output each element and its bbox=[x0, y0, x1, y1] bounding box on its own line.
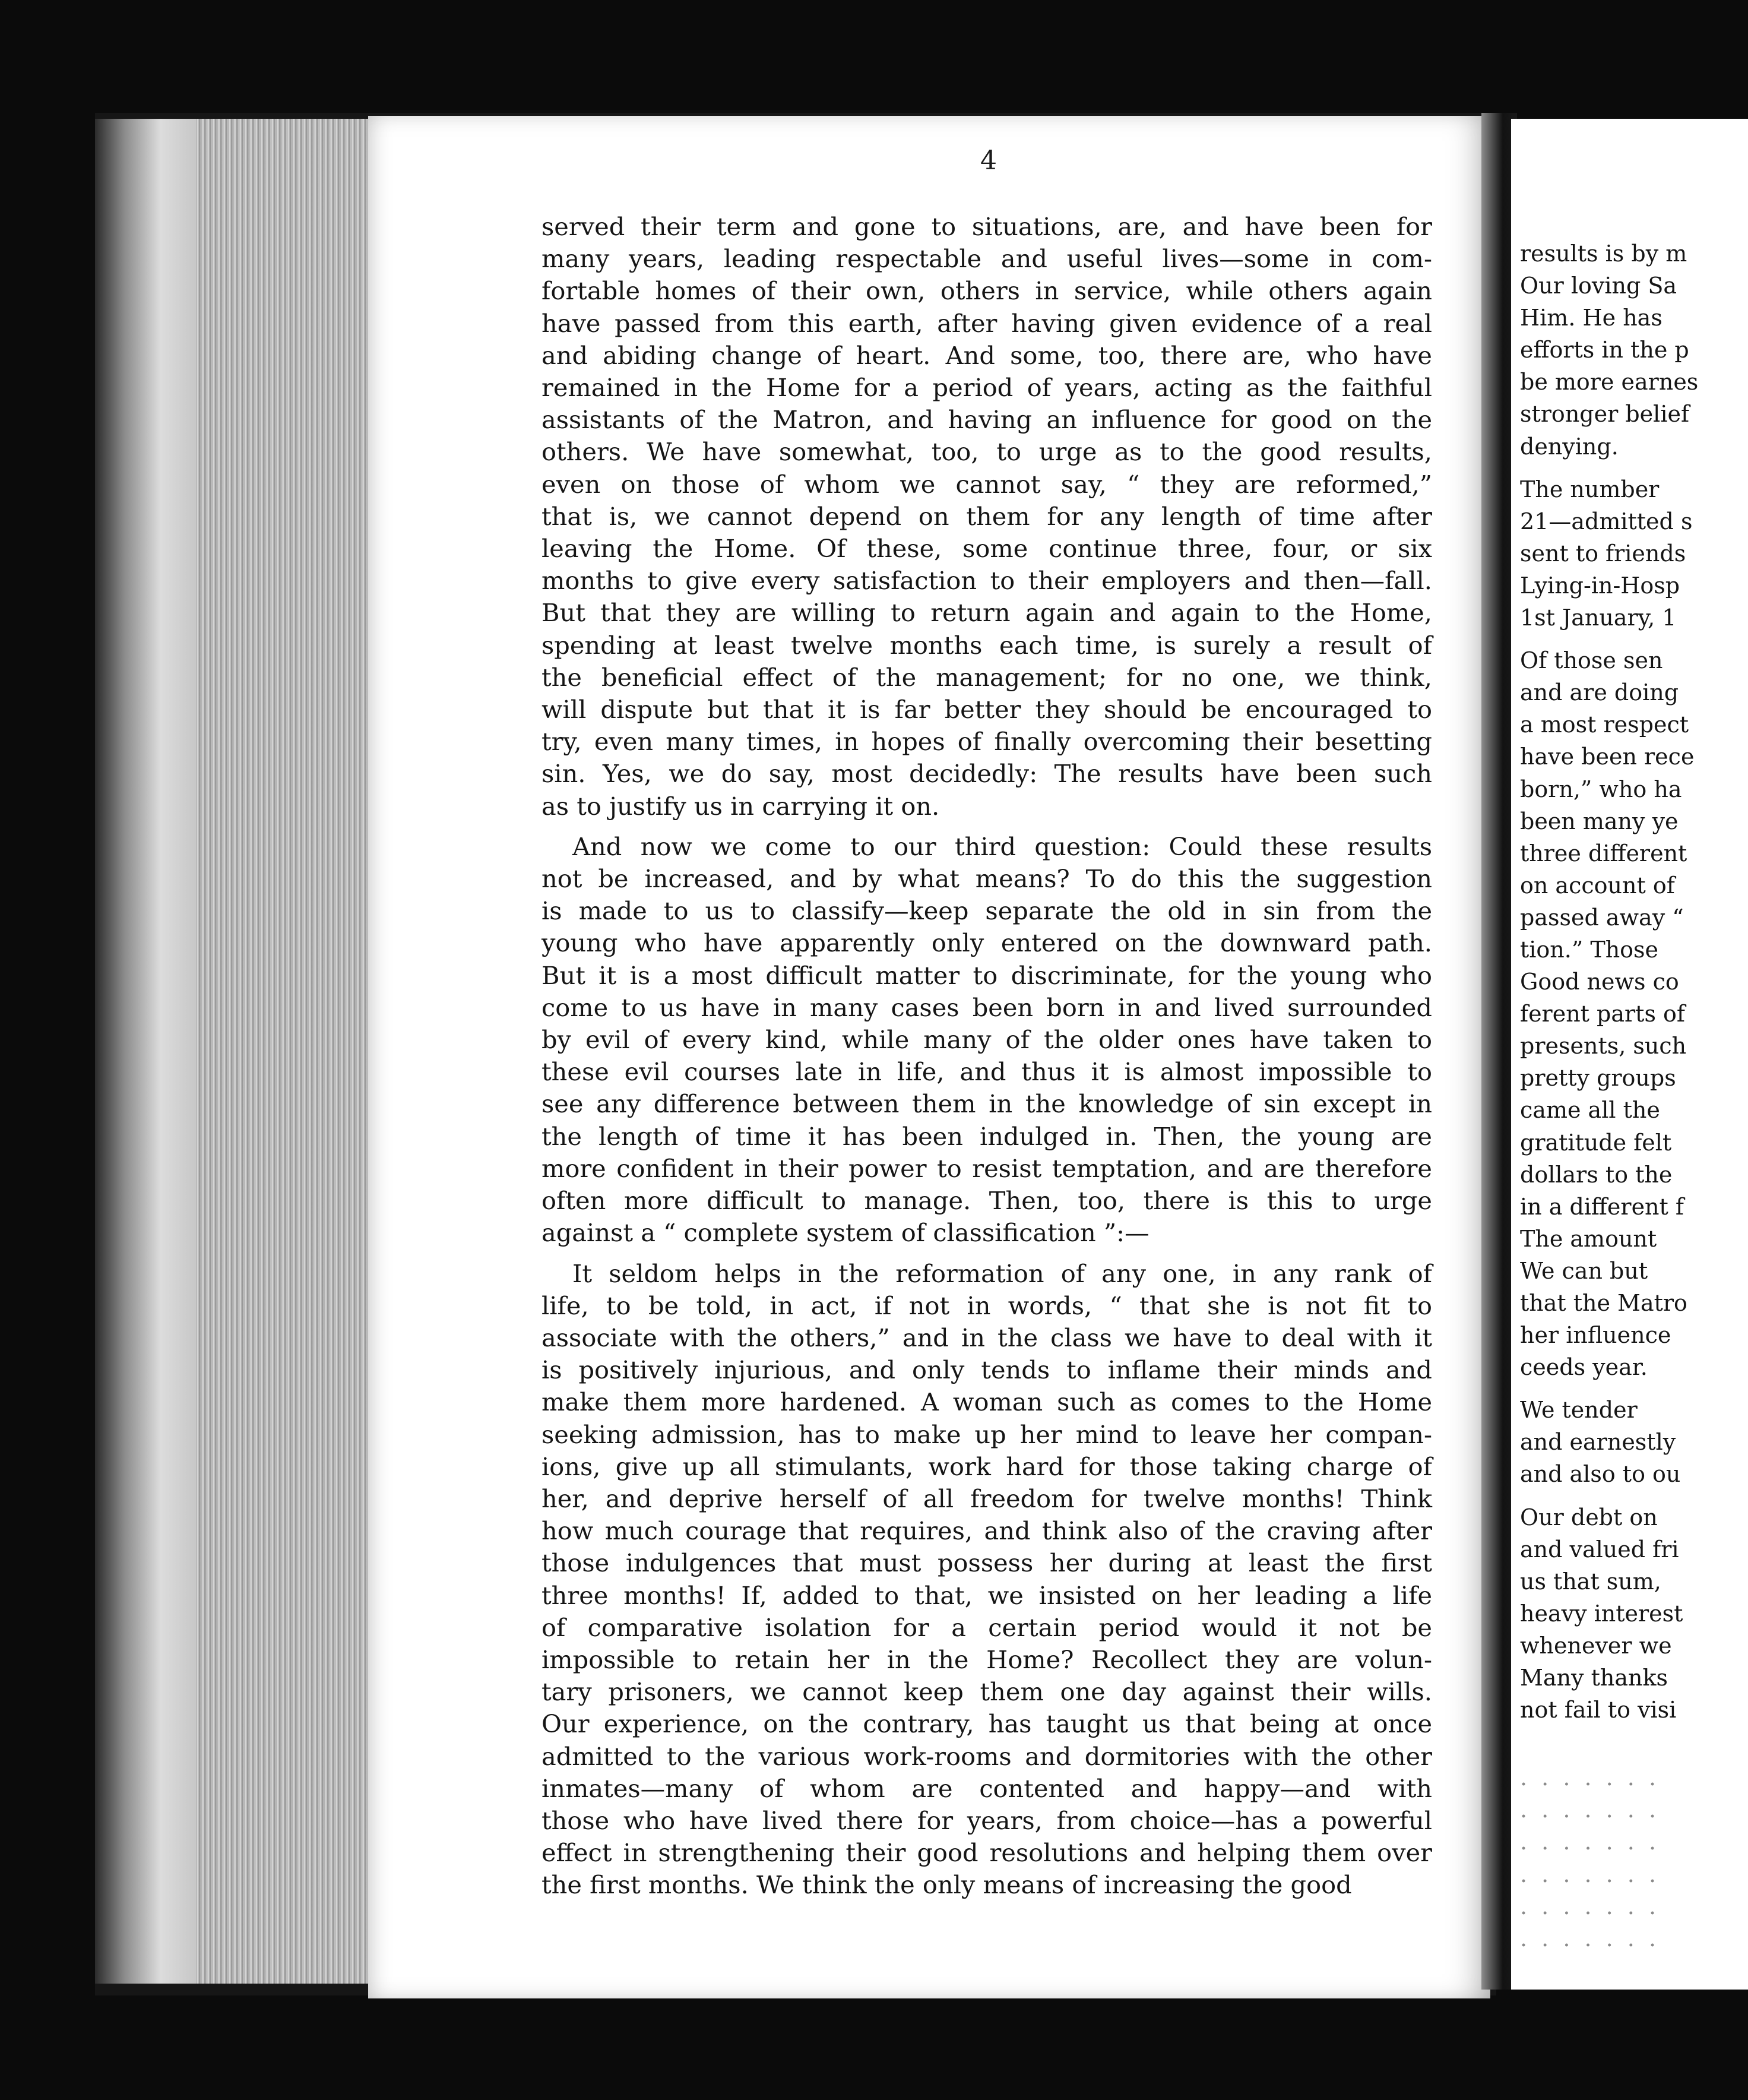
text-line: her, and deprive herself of all freedom for twelve months! Think bbox=[542, 1484, 1432, 1513]
text-line: Good news co bbox=[1520, 969, 1679, 995]
text-line: It seldom helps in the reformation of any one, in any rank of bbox=[572, 1258, 1432, 1288]
text-line: came all the bbox=[1520, 1097, 1660, 1124]
text-line: born,” who ha bbox=[1520, 776, 1682, 802]
text-line: heavy interest bbox=[1520, 1600, 1683, 1627]
text-line: and abiding change of heart. And some, too, there are, who have bbox=[542, 340, 1432, 370]
text-line: make them more hardened. A woman such as comes to the Home bbox=[542, 1387, 1432, 1417]
text-line: ferent parts of bbox=[1520, 1001, 1685, 1027]
dotted-leader: . . . . . . . bbox=[1520, 1893, 1660, 1919]
text-line: Our loving Sa bbox=[1520, 273, 1677, 299]
paragraph-gap bbox=[1520, 634, 1748, 644]
text-line: is positively injurious, and only tends to inflame their minds and bbox=[542, 1355, 1432, 1385]
text-line: Lying-in-Hosp bbox=[1520, 572, 1680, 599]
text-line: ions, give up all stimulants, work hard for those taking charge of bbox=[542, 1451, 1432, 1481]
text-line: and valued fri bbox=[1520, 1536, 1679, 1563]
text-line: We tender bbox=[1520, 1397, 1638, 1424]
text-line: others. We have somewhat, too, to urge as to the good results, bbox=[542, 437, 1432, 467]
text-line: fortable homes of their own, others in service, while others again bbox=[542, 276, 1432, 306]
text-line: not be increased, and by what means? To do this the suggestion bbox=[542, 864, 1432, 894]
text-line: The amount bbox=[1520, 1225, 1657, 1252]
text-line: inmates—many of whom are contented and happy—and with bbox=[542, 1773, 1432, 1803]
text-line: have passed from this earth, after having given evidence of a real bbox=[542, 308, 1432, 338]
text-line: served their term and gone to situations, are, and have been for bbox=[542, 212, 1432, 241]
text-line: and are doing bbox=[1520, 679, 1679, 706]
text-line: Our experience, on the contrary, has taught us that being at once bbox=[542, 1709, 1432, 1739]
text-line: Of those sen bbox=[1520, 647, 1663, 674]
text-line: even on those of whom we cannot say, “ they are reformed,” bbox=[542, 469, 1432, 499]
right-page-text bbox=[1520, 238, 1748, 1954]
text-line: The number bbox=[1520, 476, 1660, 502]
paragraph bbox=[542, 1258, 1432, 1902]
text-line: results is by m bbox=[1520, 241, 1687, 267]
text-line: those who have lived there for years, from choice—has a powerful bbox=[542, 1805, 1432, 1835]
text-line: those indulgences that must possess her during at least the first bbox=[542, 1548, 1432, 1578]
text-line: how much courage that requires, and think also of the craving after bbox=[542, 1516, 1432, 1546]
page-body-text bbox=[542, 211, 1432, 1902]
right-page-partial bbox=[1511, 119, 1748, 1990]
paragraph-gap bbox=[542, 1250, 1432, 1258]
text-line: sin. Yes, we do say, most decidedly: The results have been such bbox=[542, 759, 1432, 789]
text-line: have been rece bbox=[1520, 744, 1695, 770]
dotted-leader: . . . . . . . bbox=[1520, 1764, 1660, 1791]
paragraph-gap bbox=[1520, 463, 1748, 473]
text-line: life, to be told, in act, if not in words, “ that she is not fit to bbox=[542, 1291, 1432, 1320]
text-line: stronger belief bbox=[1520, 401, 1690, 428]
text-line: on account of bbox=[1520, 872, 1675, 899]
text-line: as to justify us in carrying it on. bbox=[542, 791, 940, 821]
text-line: impossible to retain her in the Home? Recollect they are volun- bbox=[542, 1644, 1432, 1674]
dotted-leader: . . . . . . . bbox=[1520, 1925, 1660, 1952]
text-line: that is, we cannot depend on them for any length of time after bbox=[542, 501, 1432, 531]
text-line: three different bbox=[1520, 840, 1687, 866]
paragraph-gap bbox=[542, 823, 1432, 831]
text-line: that the Matro bbox=[1520, 1290, 1687, 1316]
paragraph-gap bbox=[1520, 1383, 1748, 1394]
text-line: three months! If, added to that, we insisted on her leading a life bbox=[542, 1580, 1432, 1610]
text-line: Our debt on bbox=[1520, 1504, 1658, 1530]
text-line: will dispute but that it is far better they should be encouraged to bbox=[542, 695, 1432, 725]
text-line: 21—admitted s bbox=[1520, 508, 1693, 535]
text-line: ceeds year. bbox=[1520, 1354, 1648, 1381]
text-line: admitted to the various work-rooms and dormitories with the other bbox=[542, 1741, 1432, 1771]
dotted-leader: . . . . . . . bbox=[1520, 1797, 1660, 1823]
text-line: more confident in their power to resist temptation, and are therefore bbox=[542, 1153, 1432, 1183]
text-line: come to us have in many cases been born in and lived surrounded bbox=[542, 992, 1432, 1022]
text-line: And now we come to our third question: Could these results bbox=[572, 831, 1432, 861]
text-line: efforts in the p bbox=[1520, 337, 1689, 363]
text-line: tion.” Those bbox=[1520, 936, 1659, 963]
text-line: leaving the Home. Of these, some continue three, four, or six bbox=[542, 534, 1432, 564]
text-line: seeking admission, has to make up her mind to leave her compan- bbox=[542, 1419, 1432, 1449]
text-line: be more earnes bbox=[1520, 369, 1699, 396]
dotted-leader: . . . . . . . bbox=[1520, 1861, 1660, 1887]
text-line: tary prisoners, we cannot keep them one day against their wills. bbox=[542, 1677, 1432, 1707]
text-line: against a “ complete system of classification ”:— bbox=[542, 1218, 1150, 1248]
dotted-leader: . . . . . . . bbox=[1520, 1829, 1660, 1855]
paragraph bbox=[542, 211, 1432, 823]
text-line: associate with the others,” and in the class we have to deal with it bbox=[542, 1323, 1432, 1352]
text-line: us that sum, bbox=[1520, 1568, 1661, 1595]
text-line: her influence bbox=[1520, 1322, 1671, 1349]
text-line: in a different f bbox=[1520, 1193, 1684, 1220]
text-line: 1st January, 1 bbox=[1520, 605, 1677, 631]
text-line: is made to us to classify—keep separate the old in sin from the bbox=[542, 896, 1432, 926]
text-line: But that they are willing to return again and again to the Home, bbox=[542, 598, 1432, 628]
text-line: these evil courses late in life, and thus it is almost impossible to bbox=[542, 1057, 1432, 1087]
text-line: We can but bbox=[1520, 1257, 1648, 1284]
text-line: and earnestly bbox=[1520, 1429, 1676, 1456]
text-line: many years, leading respectable and useful lives—some in com- bbox=[542, 244, 1432, 274]
text-line: pretty groups bbox=[1520, 1065, 1676, 1092]
text-line: young who have apparently only entered on the downward path. bbox=[542, 928, 1432, 958]
text-line: dollars to the bbox=[1520, 1161, 1673, 1188]
text-line: not fail to visi bbox=[1520, 1697, 1677, 1723]
paragraph bbox=[542, 831, 1432, 1250]
text-line: But it is a most difficult matter to discriminate, for the young who bbox=[542, 960, 1432, 990]
text-line: the first months. We think the only means of increasing the good bbox=[542, 1870, 1352, 1900]
page-number: 4 bbox=[980, 146, 997, 176]
text-line: denying. bbox=[1520, 433, 1619, 460]
text-line: whenever we bbox=[1520, 1632, 1672, 1659]
text-line: spending at least twelve months each time, is surely a result of bbox=[542, 630, 1432, 660]
text-line: Many thanks bbox=[1520, 1665, 1668, 1691]
text-line: by evil of every kind, while many of the older ones have taken to bbox=[542, 1025, 1432, 1055]
text-line: remained in the Home for a period of years, acting as the faithful bbox=[542, 373, 1432, 403]
text-line: see any difference between them in the knowledge of sin except in bbox=[542, 1089, 1432, 1119]
text-line: presents, such bbox=[1520, 1033, 1687, 1060]
text-line: sent to friends bbox=[1520, 540, 1686, 567]
text-line: try, even many times, in hopes of finally overcoming their besetting bbox=[542, 727, 1432, 757]
text-line: the length of time it has been indulged in. Then, the young are bbox=[542, 1121, 1432, 1151]
text-line: Him. He has bbox=[1520, 305, 1662, 331]
text-line: and also to ou bbox=[1520, 1461, 1681, 1488]
text-line: often more difficult to manage. Then, too, there is this to urge bbox=[542, 1186, 1432, 1216]
paragraph-gap bbox=[1520, 1491, 1748, 1501]
text-line: gratitude felt bbox=[1520, 1129, 1672, 1156]
page-stack-edge bbox=[196, 119, 370, 1984]
text-line: been many ye bbox=[1520, 808, 1679, 834]
text-line: passed away “ bbox=[1520, 904, 1684, 931]
text-line: of comparative isolation for a certain period would it not be bbox=[542, 1612, 1432, 1642]
text-line: a most respect bbox=[1520, 711, 1689, 738]
text-line: the beneficial effect of the management; for no one, we think, bbox=[542, 662, 1432, 692]
text-line: assistants of the Matron, and having an influence for good on the bbox=[542, 405, 1432, 435]
text-line: effect in strengthening their good resolutions and helping them over bbox=[542, 1838, 1432, 1868]
text-line: months to give every satisfaction to their employers and then—fall. bbox=[542, 566, 1432, 596]
